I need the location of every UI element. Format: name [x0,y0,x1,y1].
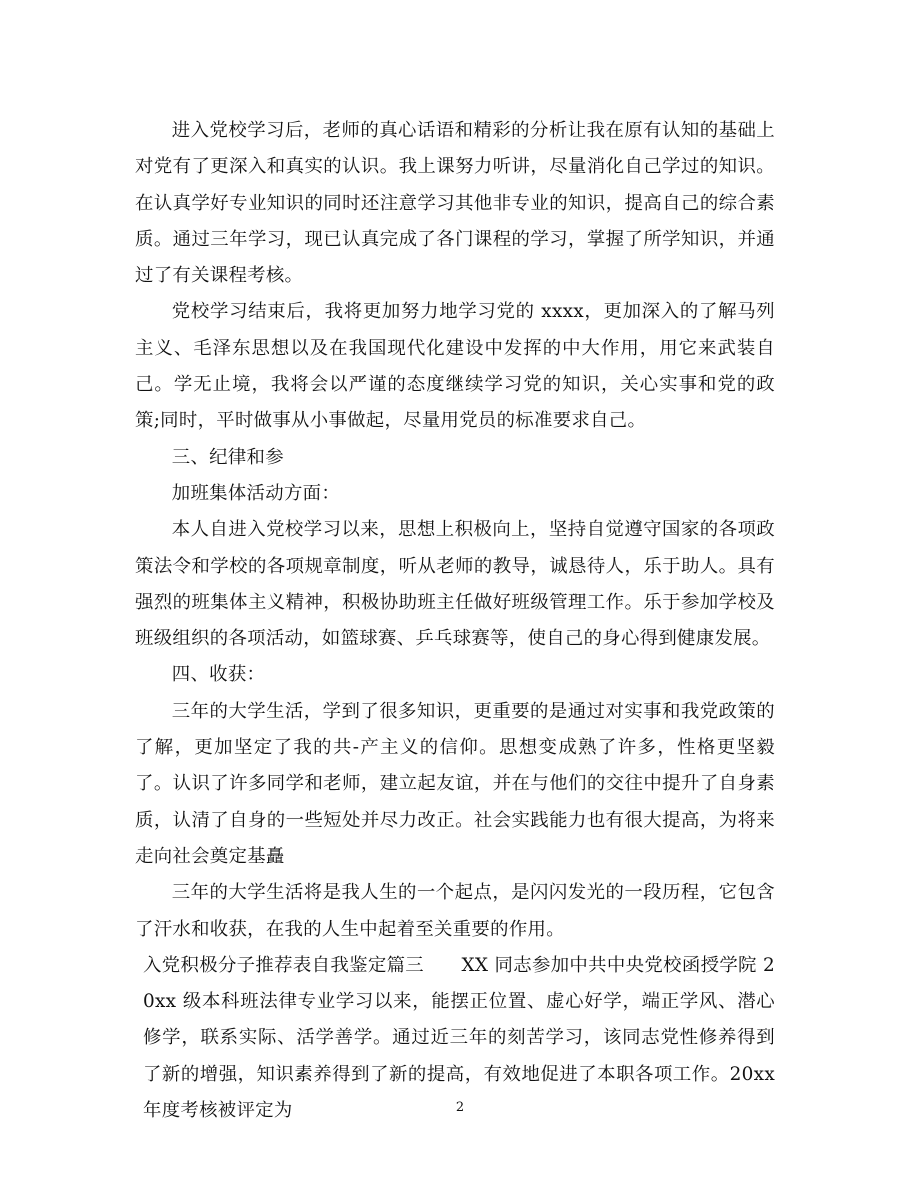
body-text [135,113,775,1129]
paragraph-gains: 三年的大学生活，学到了很多知识，更重要的是通过对实事和我党政策的了解，更加坚定了我的共-产主义的信仰。思想变成熟了许多，性格更坚毅了。认识了许多同学和老师，建立起友谊，并在与他们的交往中提升了自身素质，认清了自身的一些短处并尽力改正。社会实践能力也有很大提高，为将来走向社会奠定基矗 [135,700,775,867]
paragraph-party-school-study: 进入党校学习后，老师的真心话语和精彩的分析让我在原有认知的基础上对党有了更深入和真实的认识。我上课努力听讲，尽量消化自己学过的知识。在认真学好专业知识的同时还注意学习其他非专业的知识，提高自己的综合素质。通过三年学习，现已认真完成了各门课程的学习，掌握了所学知识，并通过了有关课程考核。 [135,120,775,287]
section-heading-discipline: 三、纪律和参 [171,446,284,468]
page-number: 2 [455,1100,465,1115]
section-heading-gains: 四、收获： [171,664,266,686]
paragraph-college-life: 三年的大学生活将是我人生的一个起点，是闪闪发光的一段历程，它包含了汗水和收获，在我的人生中起着至关重要的作用。 [135,882,775,940]
section-heading-collective-activities: 加班集体活动方面： [171,482,341,504]
paragraph-after-party-school: 党校学习结束后，我将更加努力地学习党的 xxxx，更加深入的了解马列主义、毛泽东思想以及在我国现代化建设中发挥的中大作用，用它来武装自己。学无止境，我将会以严谨的态度继续学习党的知识，关心实事和党的政策;同时，平时做事从小事做起，尽量用党员的标准要求自己。 [135,301,775,432]
paragraph-self-evaluation-part-three: 入党积极分子推荐表自我鉴定篇三 XX 同志参加中共中央党校函授学院 20xx 级本科班法律专业学习以来，能摆正位置、虚心好学，端正学风、潜心修学，联系实际、活学善学。通过近三年的刻苦学习，该同志党性修养得到了新的增强，知识素养得到了新的提高，有效地促进了本职各项工作。20xx 年度考核被评定为 [143,954,775,1122]
paragraph-discipline-conduct: 本人自进入党校学习以来，思想上积极向上，坚持自觉遵守国家的各项政策法令和学校的各项规章制度，听从老师的教导，诚恳待人，乐于助人。具有强烈的班集体主义精神，积极协助班主任做好班级管理工作。乐于参加学校及班级组织的各项活动，如篮球赛、乒乓球赛等，使自己的身心得到健康发展。 [135,519,775,650]
